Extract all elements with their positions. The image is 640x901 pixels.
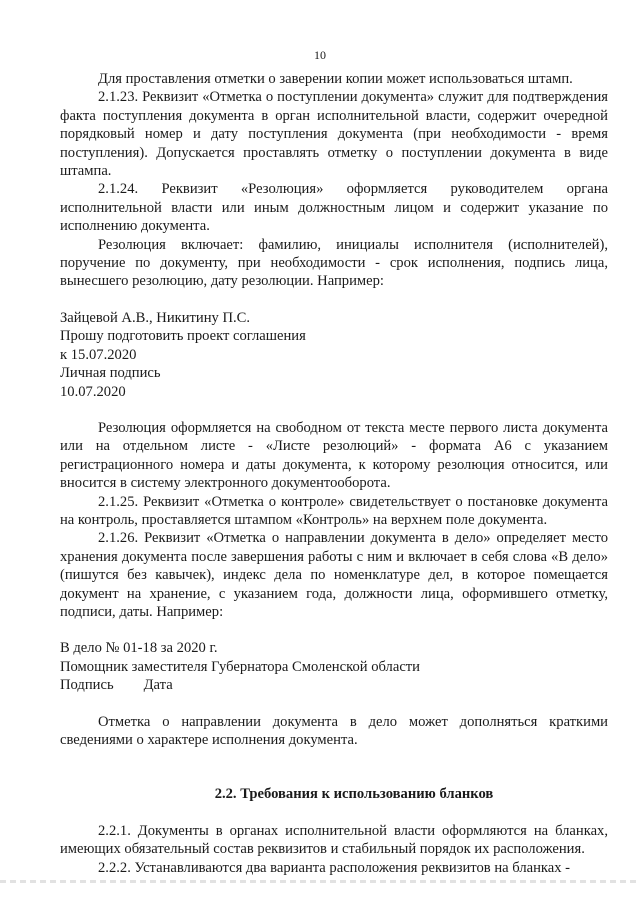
file-note-example (60, 639, 608, 694)
example-sign-date (60, 676, 608, 694)
paragraph-2-1-26: 2.1.26. Реквизит «Отметка о направлении документа в дело» определяет место хранения документа после завершения работы с ним и включает в себя слова «В дело» (пишутся без кавычек), индекс дела по номенклатуре дел, в которое помещается документ на хранение, с указанием года, должности лица, оформившего отметку, подписи, даты. Например: (60, 530, 608, 620)
example-date-label: Дата (143, 677, 173, 694)
paragraph-2-1-23: 2.1.23. Реквизит «Отметка о поступлении документа» служит для подтверждения факта поступления документа в орган исполнительной власти, содержит очередной порядковый номер и дату поступления документа (при необходимости - время поступления). Допускается проставлять отметку о поступлении документа в виде штампа. (60, 89, 608, 180)
example-sign: Подпись (60, 677, 114, 694)
paragraph-2-1-25: 2.1.25. Реквизит «Отметка о контроле» свидетельствует о постановке документа на контроль, проставляется штампом «Контроль» на верхнем поле документа. (60, 493, 608, 528)
paragraph-2-1-24: 2.1.24. Реквизит «Резолюция» оформляется руководителем органа исполнительной власти или иным должностным лицом и содержит указание по исполнению документа. (60, 181, 608, 235)
paragraph-file-note-extra: Отметка о направлении документа в дело может дополняться краткими сведениями о характере исполнения документа. (60, 713, 608, 748)
paragraph-stamp: Для проставления отметки о заверении копии может использоваться штамп. (98, 71, 573, 87)
example-position: Помощник заместителя Губернатора Смоленской области (60, 658, 420, 675)
example-deadline: к 15.07.2020 (60, 346, 137, 363)
scan-artifact (0, 880, 640, 883)
example-date: 10.07.2020 (60, 383, 126, 400)
example-executors: Зайцевой А.В., Никитину П.С. (60, 309, 251, 326)
paragraph-2-2-2: 2.2.2. Устанавливаются два варианта расположения реквизитов на бланках - (98, 859, 571, 876)
paragraph-resolution-includes: Резолюция включает: фамилию, инициалы исполнителя (исполнителей), поручение по документу, при необходимости - срок исполнения, подпись лица, вынесшего резолюцию, дату резолюции. Например: (60, 236, 608, 290)
resolution-example (60, 309, 608, 401)
page-number: 10 (314, 48, 326, 62)
example-instruction: Прошу подготовить проект соглашения (60, 328, 306, 345)
example-file-index: В дело № 01-18 за 2020 г. (60, 640, 218, 657)
document-body (60, 70, 608, 877)
paragraph-2-2-1: 2.2.1. Документы в органах исполнительной власти оформляются на бланках, имеющих обязательный состав реквизитов и стабильный порядок их расположения. (60, 822, 608, 858)
example-signature: Личная подпись (60, 365, 161, 382)
paragraph-resolution-placement: Резолюция оформляется на свободном от текста месте первого листа документа или на отдельном листе - «Листе резолюций» - формата А6 с указанием регистрационного номера и даты документа, к которому резолюция относится, или вносится в систему электронного документооборота. (60, 419, 608, 492)
section-heading: 2.2. Требования к использованию бланков (214, 786, 494, 803)
